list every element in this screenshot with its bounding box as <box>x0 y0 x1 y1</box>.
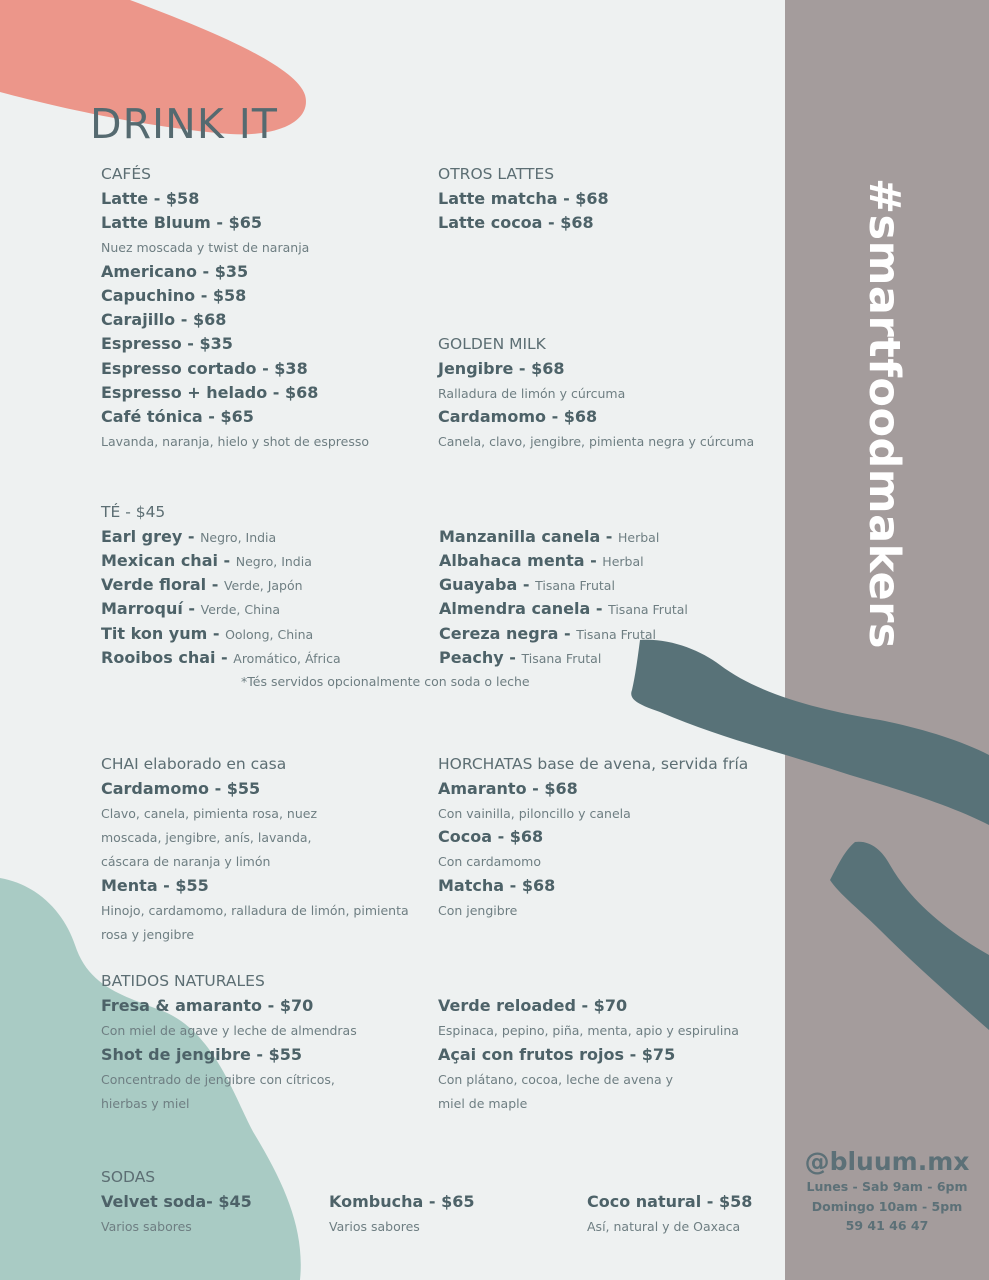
tea-type: Herbal <box>602 554 644 569</box>
tea-name: Peachy - <box>439 648 522 667</box>
menu-item: Matcha - $68 <box>438 876 556 895</box>
section-heading-golden-milk: GOLDEN MILK <box>438 335 546 353</box>
menu-item: Cardamomo - $55 <box>101 779 261 798</box>
tea-item <box>439 624 656 643</box>
item-description: Clavo, canela, pimienta rosa, nuez <box>101 806 318 821</box>
item-description: Hinojo, cardamomo, ralladura de limón, pimienta <box>101 903 409 918</box>
item-description: Así, natural y de Oaxaca <box>587 1219 741 1234</box>
tea-item <box>439 599 688 618</box>
menu-item: Latte - $58 <box>101 189 200 208</box>
section-heading-chai: CHAI elaborado en casa <box>101 755 287 773</box>
tea-type: Herbal <box>618 530 660 545</box>
opening-hours <box>790 1177 984 1236</box>
menu-item: Velvet soda- $45 <box>101 1192 252 1211</box>
tea-name: Manzanilla canela - <box>439 527 619 546</box>
item-description: cáscara de naranja y limón <box>101 854 271 869</box>
hours-sunday: Domingo 10am - 5pm <box>811 1198 963 1214</box>
menu-item: Americano - $35 <box>101 262 249 281</box>
tea-origin: Negro, India <box>235 554 312 569</box>
item-description: moscada, jengibre, anís, lavanda, <box>101 830 312 845</box>
page-title: DRINK IT <box>90 100 278 148</box>
tea-item <box>439 527 659 546</box>
tea-name: Albahaca menta - <box>439 551 603 570</box>
section-heading-sodas: SODAS <box>101 1168 156 1186</box>
menu-item: Latte Bluum - $65 <box>101 213 263 232</box>
menu-item: Menta - $55 <box>101 876 209 895</box>
section-heading-otros-lattes: OTROS LATTES <box>438 165 555 183</box>
item-description: Con plátano, cocoa, leche de avena y <box>438 1072 673 1087</box>
teal-stroke-lower <box>830 842 989 1030</box>
tea-type: Tisana Frutal <box>535 578 615 593</box>
menu-item: Espresso - $35 <box>101 334 233 353</box>
teal-stroke-upper <box>631 640 989 825</box>
menu-item: Açai con frutos rojos - $75 <box>438 1045 676 1064</box>
tea-type: Tisana Frutal <box>608 602 688 617</box>
menu-item: Latte matcha - $68 <box>438 189 609 208</box>
tea-origin: Oolong, China <box>225 627 314 642</box>
tea-name: Rooibos chai - <box>101 648 234 667</box>
item-description: Con cardamomo <box>438 854 541 869</box>
menu-item: Cardamomo - $68 <box>438 407 598 426</box>
tea-origin: Verde, China <box>200 602 281 617</box>
menu-item: Café tónica - $65 <box>101 407 254 426</box>
menu-item: Kombucha - $65 <box>329 1192 475 1211</box>
hours-weekdays: Lunes - Sab 9am - 6pm <box>806 1179 968 1194</box>
tea-origin: Negro, India <box>200 530 277 545</box>
tea-footnote: *Tés servidos opcionalmente con soda o leche <box>241 674 530 689</box>
tea-item <box>101 527 276 546</box>
item-description: Lavanda, naranja, hielo y shot de espresso <box>101 434 369 449</box>
item-description: Concentrado de jengibre con cítricos, <box>101 1072 335 1087</box>
tea-origin: Aromático, África <box>233 651 341 666</box>
menu-item: Latte cocoa - $68 <box>438 213 594 232</box>
tea-name: Verde floral - <box>101 575 224 594</box>
tea-name: Guayaba - <box>439 575 536 594</box>
instagram-handle: @bluum.mx <box>804 1147 970 1176</box>
item-description: miel de maple <box>438 1096 528 1111</box>
item-description: hierbas y miel <box>101 1096 190 1111</box>
tea-name: Mexican chai - <box>101 551 236 570</box>
tea-name: Tit kon yum - <box>101 624 226 643</box>
tea-item <box>101 624 313 643</box>
tea-type: Tisana Frutal <box>521 651 602 666</box>
tea-name: Cereza negra - <box>439 624 577 643</box>
section-heading-te: TÉ - $45 <box>101 503 166 521</box>
item-description: Canela, clavo, jengibre, pimienta negra y cúrcuma <box>438 434 755 449</box>
item-description: Con jengibre <box>438 903 518 918</box>
tea-item <box>439 575 615 594</box>
tea-name: Earl grey - <box>101 527 201 546</box>
phone-number: 59 41 46 47 <box>845 1218 929 1233</box>
item-description: Varios sabores <box>101 1219 192 1234</box>
item-description: rosa y jengibre <box>101 927 195 942</box>
tea-name: Marroquí - <box>101 599 201 618</box>
item-description: Con vainilla, piloncillo y canela <box>438 806 631 821</box>
tea-item <box>101 575 303 594</box>
item-description: Nuez moscada y twist de naranja <box>101 240 310 255</box>
section-heading-horchatas: HORCHATAS base de avena, servida fría <box>438 755 749 773</box>
menu-item: Coco natural - $58 <box>587 1192 753 1211</box>
item-description: Ralladura de limón y cúrcuma <box>438 386 626 401</box>
tea-item <box>101 551 312 570</box>
tea-name: Almendra canela - <box>439 599 609 618</box>
tea-item <box>101 648 341 667</box>
menu-item: Fresa & amaranto - $70 <box>101 996 314 1015</box>
menu-item: Jengibre - $68 <box>438 359 565 378</box>
section-heading-cafes: CAFÉS <box>101 165 151 183</box>
item-description: Espinaca, pepino, piña, menta, apio y espirulina <box>438 1023 739 1038</box>
menu-item: Shot de jengibre - $55 <box>101 1045 303 1064</box>
menu-item: Verde reloaded - $70 <box>438 996 628 1015</box>
menu-item: Capuchino - $58 <box>101 286 247 305</box>
tea-type: Tisana Frutal <box>576 627 657 642</box>
hashtag-text: #smartfoodmakers <box>859 178 909 650</box>
tea-item <box>439 551 644 570</box>
tea-item <box>439 648 601 667</box>
tea-origin: Verde, Japón <box>223 578 303 593</box>
menu-item: Espresso + helado - $68 <box>101 383 319 402</box>
menu-item: Cocoa - $68 <box>438 827 544 846</box>
menu-item: Carajillo - $68 <box>101 310 227 329</box>
tea-item <box>101 599 280 618</box>
item-description: Con miel de agave y leche de almendras <box>101 1023 357 1038</box>
menu-item: Amaranto - $68 <box>438 779 578 798</box>
menu-item: Espresso cortado - $38 <box>101 359 308 378</box>
section-heading-batidos: BATIDOS NATURALES <box>101 972 265 990</box>
item-description: Varios sabores <box>329 1219 420 1234</box>
